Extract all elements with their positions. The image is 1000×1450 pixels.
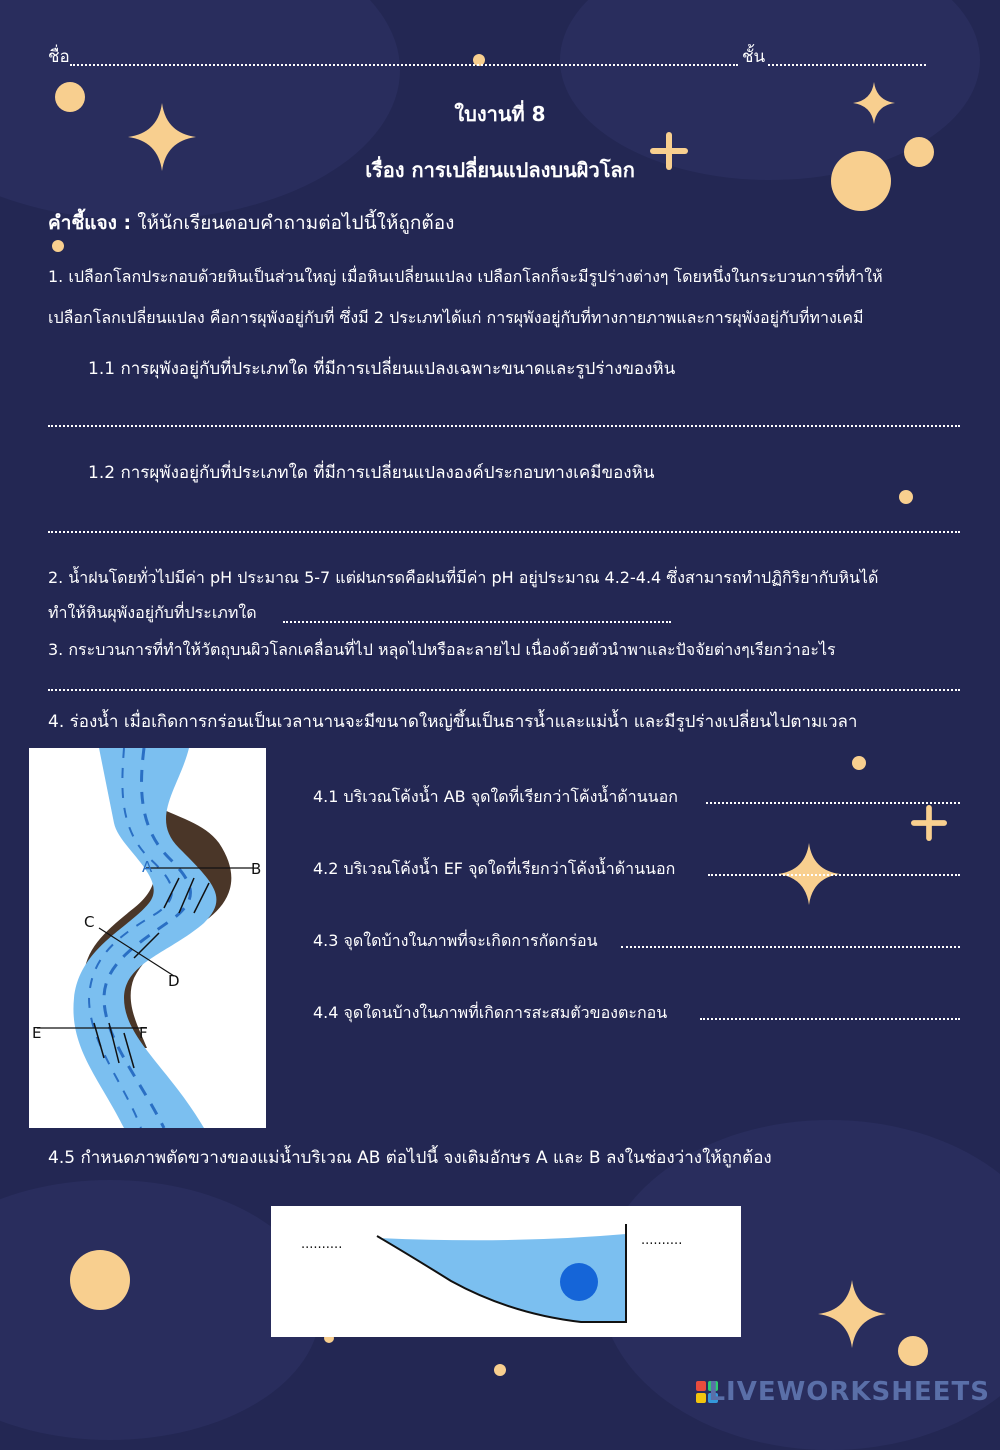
instructions [48,210,454,236]
cross-section-left-blank[interactable]: .......... [301,1237,343,1252]
q4-2-answer-line[interactable] [708,874,960,876]
q2-text-line2: ทำให้หินผุพังอยู่กับที่ประเภทใด [48,603,257,622]
q3-answer-line[interactable] [48,689,960,691]
instructions-text: ให้นักเรียนตอบคำถามต่อไปนี้ให้ถูกต้อง [137,212,455,234]
q2-text-line1: 2. น้ำฝนโดยทั่วไปมีค่า pH ประมาณ 5-7 แต่ฝนกรดคือฝนที่มีค่า pH อยู่ประมาณ 4.2-4.4 ซึ่งสามารถทำปฏิกิริยากับหินได้ [48,568,879,587]
plus-icon [911,805,947,841]
worksheet-number: ใบงานที่ 8 [454,102,546,126]
point-f-label: F [139,1024,148,1042]
q4-4-text: 4.4 จุดใดนบ้างในภาพที่เกิดการสะสมตัวของตะกอน [313,1003,668,1022]
name-field[interactable] [70,64,738,66]
river-meander-diagram [29,748,266,1128]
cross-section-right-blank[interactable]: .......... [641,1233,683,1248]
q1-2-text: 1.2 การผุพังอยู่กับที่ประเภทใด ที่มีการเปลี่ยนแปลงองค์ประกอบทางเคมีของหิน [88,463,655,483]
q4-3-answer-line[interactable] [621,946,960,948]
q1-2-answer-line[interactable] [48,531,960,533]
planet-dot [852,756,866,770]
q1-1-answer-line[interactable] [48,425,960,427]
q3-text: 3. กระบวนการที่ทำให้วัตถุบนผิวโลกเคลื่อนที่ไป หลุดไปหรือละลายไป เนื่องด้วยตัวนำพาและปัจจัยต่างๆเรียกว่าอะไร [48,640,836,659]
name-label: ชื่อ [48,47,70,67]
q2-answer-line[interactable] [283,621,671,623]
planet-dot [898,1336,928,1366]
planet-dot [494,1364,506,1376]
q1-text-line1: 1. เปลือกโลกประกอบด้วยหินเป็นส่วนใหญ่ เมื่อหินเปลี่ยนแปลง เปลือกโลกก็จะมีรูปร่างต่างๆ โดยหนึ่งในกระบวนการที่ทำให้ [48,267,883,286]
q4-4-answer-line[interactable] [700,1018,960,1020]
liveworksheets-watermark: LIVEWORKSHEETS [708,1377,990,1407]
page-title: เรื่อง การเปลี่ยนแปลงบนผิวโลก [365,158,635,182]
cross-section-illustration [271,1206,741,1337]
point-c-label: C [84,913,95,931]
instructions-label: คำชี้แจง : [48,212,132,234]
planet-dot [899,490,913,504]
class-label: ชั้น [742,47,766,67]
q1-1-text: 1.1 การผุพังอยู่กับที่ประเภทใด ที่มีการเปลี่ยนแปลงเฉพาะขนาดและรูปร่างของหิน [88,359,676,379]
planet-dot [52,240,64,252]
q4-2-text: 4.2 บริเวณโค้งน้ำ EF จุดใดที่เรียกว่าโค้งน้ำด้านนอก [313,859,676,878]
river-meander-illustration [29,748,266,1128]
q4-1-text: 4.1 บริเวณโค้งน้ำ AB จุดใดที่เรียกว่าโค้งน้ำด้านนอก [313,787,678,806]
planet-dot [70,1250,130,1310]
q4-5-text: 4.5 กำหนดภาพตัดขวางของแม่น้ำบริเวณ AB ต่อไปนี้ จงเติมอักษร A และ B ลงในช่องว่างให้ถูกต้อง [48,1148,772,1168]
point-d-label: D [168,972,180,990]
sparkle-icon [818,1280,886,1348]
q1-text-line2: เปลือกโลกเปลี่ยนแปลง คือการผุพังอยู่กับที่ ซึ่งมี 2 ประเภทได้แก่ การผุพังอยู่กับที่ทางกายภาพและการผุพังอยู่กับที่ทางเคมี [48,308,864,327]
point-b-label: B [251,860,262,878]
river-cross-section [271,1206,741,1337]
q4-3-text: 4.3 จุดใดบ้างในภาพที่จะเกิดการกัดกร่อน [313,931,598,950]
q4-text: 4. ร่องน้ำ เมื่อเกิดการกร่อนเป็นเวลานานจะมีขนาดใหญ่ขึ้นเป็นธารน้ำและแม่น้ำ และมีรูปร่างเปลี่ยนไปตามเวลา [48,712,858,732]
point-e-label: E [32,1024,42,1042]
point-a-label: A [142,858,153,876]
class-field[interactable] [768,64,926,66]
q4-1-answer-line[interactable] [706,802,960,804]
